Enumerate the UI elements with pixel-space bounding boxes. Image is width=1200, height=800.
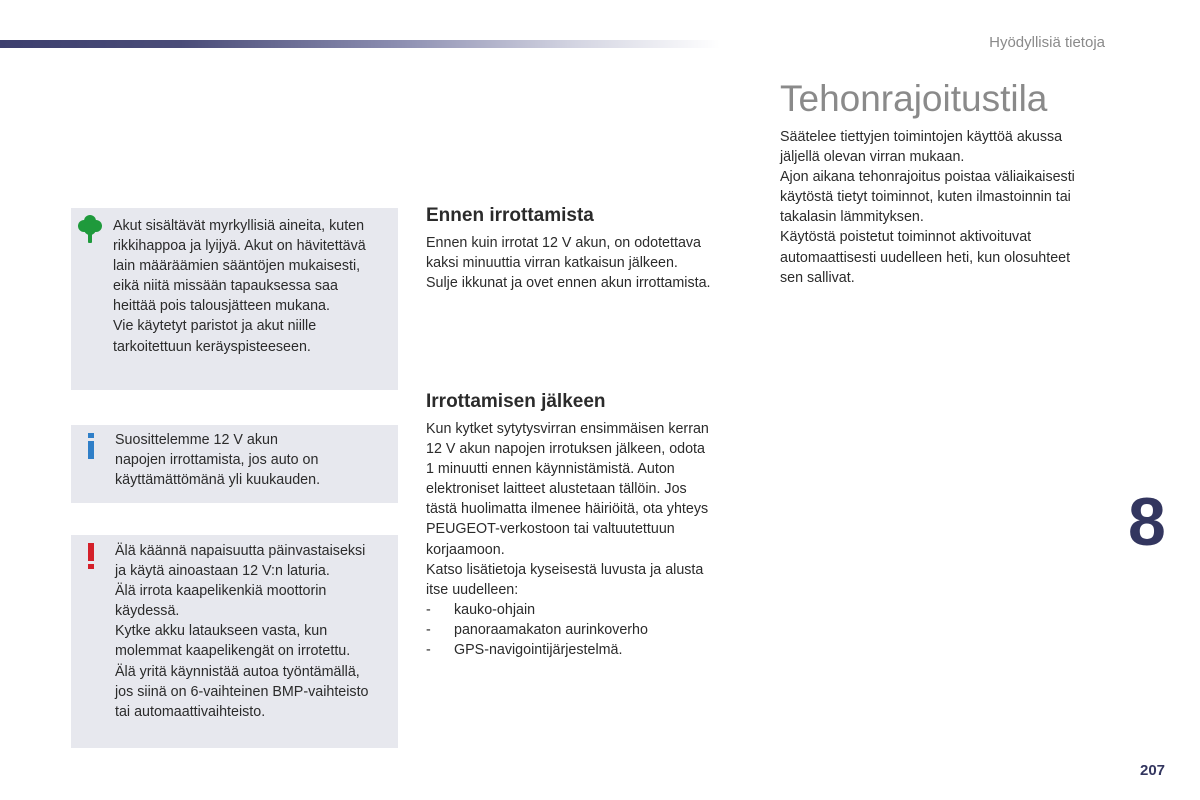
note-line: molemmat kaapelikengät on irrotettu. bbox=[115, 643, 351, 660]
chapter-number: 8 bbox=[1128, 484, 1166, 560]
note-line: Älä käännä napaisuutta päinvastaiseksi bbox=[115, 543, 366, 559]
environment-note bbox=[71, 208, 398, 390]
note-line: tarkoitettuun keräyspisteeseen. bbox=[113, 338, 311, 355]
list-marker: - bbox=[426, 621, 431, 638]
paragraph-line: Katso lisätietoja kyseisestä luvusta ja alusta bbox=[426, 561, 704, 578]
after-removal-text bbox=[426, 419, 746, 660]
paragraph-line: sen sallivat. bbox=[780, 269, 855, 286]
note-line: Älä yritä käynnistää autoa työntämällä, bbox=[115, 663, 360, 680]
warning-note-text bbox=[115, 541, 392, 722]
tree-icon bbox=[77, 214, 105, 244]
paragraph-line: PEUGEOT-verkostoon tai valtuutettuun bbox=[426, 521, 675, 538]
paragraph-line: Kun kytket sytytysvirran ensimmäisen kerran bbox=[426, 421, 709, 437]
paragraph-line: korjaamoon. bbox=[426, 541, 505, 558]
paragraph-line: itse uudelleen: bbox=[426, 581, 519, 598]
paragraph-line: Ajon aikana tehonrajoitus poistaa väliaikaisesti bbox=[780, 169, 1075, 186]
note-line: napojen irrottamista, jos auto on bbox=[115, 452, 319, 469]
note-line: lain määräämien sääntöjen mukaisesti, bbox=[113, 258, 361, 275]
paragraph-line: 1 minuutti ennen käynnistämistä. Auton bbox=[426, 461, 675, 478]
paragraph-line: Käytöstä poistetut toiminnot aktivoituvat bbox=[780, 229, 1032, 246]
list-item-text: kauko-ohjain bbox=[454, 601, 536, 618]
paragraph-line: käytöstä tietyt toiminnot, kuten ilmastoinnin tai bbox=[780, 189, 1071, 206]
before-removal-text bbox=[426, 233, 746, 293]
info-note bbox=[71, 425, 398, 503]
note-line: Älä irrota kaapelikenkiä moottorin bbox=[115, 583, 327, 600]
note-line: tai automaattivaihteisto. bbox=[115, 703, 266, 720]
info-icon bbox=[85, 433, 113, 463]
list-marker: - bbox=[426, 601, 431, 618]
paragraph-line: kaksi minuuttia virran katkaisun jälkeen. bbox=[426, 255, 678, 272]
note-line: eikä niitä missään tapauksessa saa bbox=[113, 278, 338, 295]
header-gradient-bar bbox=[0, 40, 720, 48]
exclamation-icon bbox=[85, 543, 113, 573]
list-item bbox=[426, 600, 746, 620]
paragraph-line: 12 V akun napojen irrotuksen jälkeen, odota bbox=[426, 441, 705, 458]
note-line: Vie käytetyt paristot ja akut niille bbox=[113, 318, 317, 335]
warning-note bbox=[71, 535, 398, 748]
note-line: jos siinä on 6-vaihteinen BMP-vaihteisto bbox=[115, 683, 369, 700]
paragraph-line: Sulje ikkunat ja ovet ennen akun irrottamista. bbox=[426, 275, 711, 292]
paragraph-line: elektroniset laitteet alustetaan tällöin. Jos bbox=[426, 481, 687, 498]
paragraph-line: tästä huolimatta ilmenee häiriöitä, ota yhteys bbox=[426, 501, 709, 518]
page-number: 207 bbox=[1140, 762, 1166, 779]
section-title: Hyödyllisiä tietoja bbox=[989, 34, 1105, 51]
power-limit-text bbox=[780, 127, 1120, 288]
note-line: käyttämättömänä yli kuukauden. bbox=[115, 472, 321, 489]
list-item-text: GPS-navigointijärjestelmä. bbox=[454, 642, 623, 659]
note-line: Kytke akku lataukseen vasta, kun bbox=[115, 623, 328, 640]
list-item bbox=[426, 620, 746, 640]
power-limit-title: Tehonrajoitustila bbox=[780, 78, 1048, 119]
note-line: käydessä. bbox=[115, 603, 180, 620]
after-removal-heading: Irrottamisen jälkeen bbox=[426, 391, 606, 412]
note-line: ja käytä ainoastaan 12 V:n laturia. bbox=[115, 563, 330, 580]
paragraph-line: jäljellä olevan virran mukaan. bbox=[780, 149, 965, 166]
environment-note-text bbox=[113, 216, 392, 357]
info-note-text bbox=[115, 430, 392, 490]
list-marker: - bbox=[426, 642, 431, 659]
note-line: heittää pois talousjätteen mukana. bbox=[113, 298, 330, 315]
before-removal-heading: Ennen irrottamista bbox=[426, 205, 594, 226]
paragraph-line: Ennen kuin irrotat 12 V akun, on odotettava bbox=[426, 235, 702, 251]
paragraph-line: Säätelee tiettyjen toimintojen käyttöä akussa bbox=[780, 129, 1063, 145]
note-line: Akut sisältävät myrkyllisiä aineita, kuten bbox=[113, 218, 365, 234]
list-item-text: panoraamakaton aurinkoverho bbox=[454, 621, 648, 638]
paragraph-line: takalasin lämmityksen. bbox=[780, 209, 924, 226]
note-line: Suosittelemme 12 V akun bbox=[115, 432, 278, 448]
paragraph-line: automaattisesti uudelleen heti, kun olosuhteet bbox=[780, 249, 1071, 266]
note-line: rikkihappoa ja lyijyä. Akut on hävitettävä bbox=[113, 238, 366, 255]
list-item bbox=[426, 640, 746, 660]
